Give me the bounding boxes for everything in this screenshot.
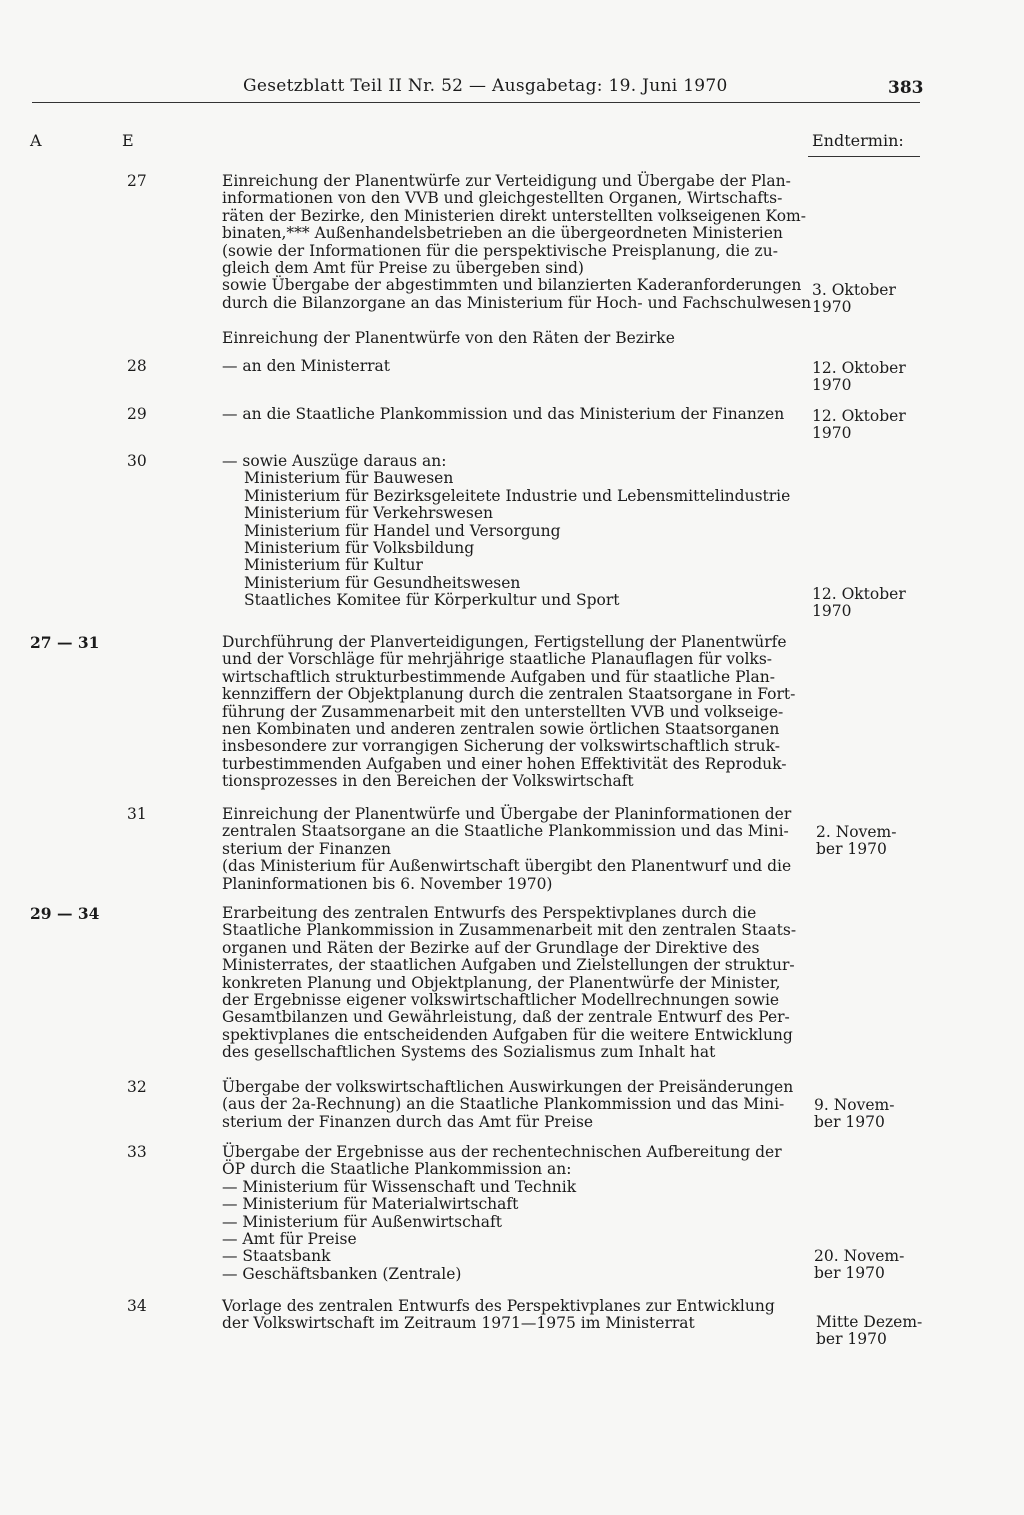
entry-number: 30 xyxy=(127,452,147,470)
deadline-line: 1970 xyxy=(812,298,852,317)
text-line: der Ergebnisse eigener volkswirtschaftlicher Modellrechnungen sowie xyxy=(222,991,780,1010)
text-line: — Amt für Preise xyxy=(222,1230,357,1249)
header-rule xyxy=(32,102,920,103)
entry-deadline xyxy=(812,586,924,621)
text-line: Gesamtbilanzen und Gewährleistung, daß der zentrale Entwurf des Per- xyxy=(222,1008,790,1027)
text-line: räten der Bezirke, den Ministerien direkt unterstellten volkseigenen Kom- xyxy=(222,206,806,225)
text-line: durch die Bilanzorgane an das Ministerium für Hoch- und Fachschulwesen xyxy=(222,293,812,312)
entry-range: 29 — 34 xyxy=(30,904,100,923)
text-line: turbestimmenden Aufgaben und einer hohen Effektivität des Reproduk- xyxy=(222,754,787,773)
entry-description xyxy=(222,1144,790,1283)
entry-deadline xyxy=(814,1097,926,1132)
entry-deadline xyxy=(812,408,924,443)
entry-description xyxy=(222,1298,790,1333)
entry-description xyxy=(222,806,790,893)
entry-number: 32 xyxy=(127,1078,147,1096)
entry-number: 33 xyxy=(127,1143,147,1161)
text-line: führung der Zusammenarbeit mit den unterstellten VVB und volkseige- xyxy=(222,702,784,721)
text-line: (sowie der Informationen für die perspektivische Preisplanung, die zu- xyxy=(222,241,778,260)
ministry-item: Ministerium für Handel und Versorgung xyxy=(244,521,561,540)
column-a-heading: A xyxy=(30,131,42,150)
deadline-line: 1970 xyxy=(812,424,852,443)
text-line: konkreten Planung und Objektplanung, der Planentwürfe der Minister, xyxy=(222,973,781,992)
text-line: Ministerrates, der staatlichen Aufgaben und Zielstellungen der struktur- xyxy=(222,956,795,975)
text-line: spektivplanes die entscheidenden Aufgaben für die weitere Entwicklung xyxy=(222,1025,793,1044)
entry-deadline xyxy=(814,1248,926,1283)
text-line: tionsprozesses in den Bereichen der Volkswirtschaft xyxy=(222,772,634,791)
text-line: Planinformationen bis 6. November 1970) xyxy=(222,874,553,893)
deadline-line: ber 1970 xyxy=(816,1330,887,1349)
entry-number: 28 xyxy=(127,357,147,375)
endtermin-rule xyxy=(808,156,920,157)
deadline-line: 20. Novem- xyxy=(814,1247,905,1265)
text-line: Erarbeitung des zentralen Entwurfs des Perspektivplanes durch die xyxy=(222,904,757,922)
text-line: kennziffern der Objektplanung durch die zentralen Staatsorgane in Fort- xyxy=(222,685,796,704)
text-line: wirtschaftlich strukturbestimmende Aufgaben und für staatliche Plan- xyxy=(222,667,775,686)
text-line: Einreichung der Planentwürfe zur Verteidigung und Übergabe der Plan- xyxy=(222,172,791,190)
text-line: insbesondere zur vorrangigen Sicherung der volkswirtschaftlich struk- xyxy=(222,737,780,756)
text-line: zentralen Staatsorgane an die Staatliche Plankommission und das Mini- xyxy=(222,822,789,841)
text-line: und der Vorschläge für mehrjährige staatliche Planauflagen für volks- xyxy=(222,650,773,669)
deadline-line: 3. Oktober xyxy=(812,281,896,299)
deadline-line: 12. Oktober xyxy=(812,359,906,377)
entry-range: 27 — 31 xyxy=(30,633,100,652)
ministry-item: Ministerium für Bezirksgeleitete Industrie und Lebensmittelindustrie xyxy=(244,486,791,505)
text-line: Vorlage des zentralen Entwurfs des Perspektivplanes zur Entwicklung xyxy=(222,1297,775,1315)
text-line: nen Kombinaten und anderen zentralen sowie örtlichen Staatsorganen xyxy=(222,720,780,739)
deadline-line: 1970 xyxy=(812,376,852,395)
entry-description xyxy=(222,1078,794,1131)
entry-description xyxy=(222,904,797,1062)
text-line: Staatliche Plankommission in Zusammenarbeit mit den zentralen Staats- xyxy=(222,921,797,940)
entry-number: 34 xyxy=(127,1297,147,1315)
entry-description: — an den Ministerrat xyxy=(222,357,390,375)
entry-number: 31 xyxy=(127,805,147,823)
text-line: Übergabe der Ergebnisse aus der rechentechnischen Aufbereitung der xyxy=(222,1143,782,1161)
text-line: (aus der 2a-Rechnung) an die Staatliche Plankommission und das Mini- xyxy=(222,1095,785,1114)
deadline-line: 2. Novem- xyxy=(816,823,897,841)
text-line: Durchführung der Planverteidigungen, Fertigstellung der Planentwürfe xyxy=(222,633,787,651)
text-line: Übergabe der volkswirtschaftlichen Auswirkungen der Preisänderungen xyxy=(222,1078,794,1096)
text-line: organen und Räten der Bezirke auf der Grundlage der Direktive des xyxy=(222,938,760,957)
entry-description: — an die Staatliche Plankommission und das Ministerium der Finanzen xyxy=(222,405,785,423)
text-line: ÖP durch die Staatliche Plankommission an: xyxy=(222,1160,572,1179)
text-line: — Geschäftsbanken (Zentrale) xyxy=(222,1264,462,1283)
text-line: sterium der Finanzen durch das Amt für Preise xyxy=(222,1112,594,1131)
text-line: — Ministerium für Wissenschaft und Technik xyxy=(222,1177,577,1196)
deadline-line: 1970 xyxy=(812,602,852,621)
text-line: — Staatsbank xyxy=(222,1247,331,1266)
text-line: (das Ministerium für Außenwirtschaft übergibt den Planentwurf und die xyxy=(222,857,792,876)
text-line: — Ministerium für Materialwirtschaft xyxy=(222,1195,519,1214)
entry-number: 27 xyxy=(127,172,147,190)
entry-deadline xyxy=(812,360,924,395)
ministry-item: Ministerium für Volksbildung xyxy=(244,539,475,558)
ministry-item: Ministerium für Verkehrswesen xyxy=(244,504,493,523)
column-endtermin-heading: Endtermin: xyxy=(812,131,904,150)
text-line: Einreichung der Planentwürfe und Übergabe der Planinformationen der xyxy=(222,805,792,823)
deadline-line: 9. Novem- xyxy=(814,1096,895,1114)
entry-deadline xyxy=(816,1314,928,1349)
text-line: gleich dem Amt für Preise zu übergeben sind) xyxy=(222,259,584,278)
entry-description xyxy=(222,172,812,312)
text-line: — Ministerium für Außenwirtschaft xyxy=(222,1212,502,1231)
entry-description xyxy=(222,633,796,791)
entry-number: 29 xyxy=(127,405,147,423)
ministry-item: Ministerium für Gesundheitswesen xyxy=(244,573,521,592)
text-line: informationen von den VVB und gleichgestellten Organen, Wirtschafts- xyxy=(222,189,783,208)
text-line: sterium der Finanzen xyxy=(222,839,392,858)
ministry-item: Ministerium für Kultur xyxy=(244,556,423,575)
ministry-item: Ministerium für Bauwesen xyxy=(244,469,454,488)
text-line: — sowie Auszüge daraus an: xyxy=(222,452,447,470)
entry-description xyxy=(222,453,790,610)
text-line: sowie Übergabe der abgestimmten und bilanzierten Kaderanforderungen xyxy=(222,276,802,295)
text-line: der Volkswirtschaft im Zeitraum 1971—1975 im Ministerrat xyxy=(222,1314,695,1333)
deadline-line: 12. Oktober xyxy=(812,585,906,603)
text-line: des gesellschaftlichen Systems des Sozialismus zum Inhalt hat xyxy=(222,1043,716,1062)
text-line: binaten,*** Außenhandelsbetrieben an die übergeordneten Ministerien xyxy=(222,224,783,243)
deadline-line: Mitte Dezem- xyxy=(816,1313,923,1331)
page-number: 383 xyxy=(888,78,924,98)
deadline-line: 12. Oktober xyxy=(812,407,906,425)
ministry-item: Staatliches Komitee für Körperkultur und Sport xyxy=(244,591,620,610)
column-e-heading: E xyxy=(122,131,134,150)
deadline-line: ber 1970 xyxy=(814,1113,885,1132)
deadline-line: ber 1970 xyxy=(814,1264,885,1283)
deadline-line: ber 1970 xyxy=(816,840,887,859)
entry-deadline xyxy=(812,282,924,317)
page-header: Gesetzblatt Teil II Nr. 52 — Ausgabetag: 19. Juni 1970 xyxy=(243,76,728,96)
entry-deadline xyxy=(816,824,928,859)
intro-text: Einreichung der Planentwürfe von den Räten der Bezirke xyxy=(222,329,675,347)
